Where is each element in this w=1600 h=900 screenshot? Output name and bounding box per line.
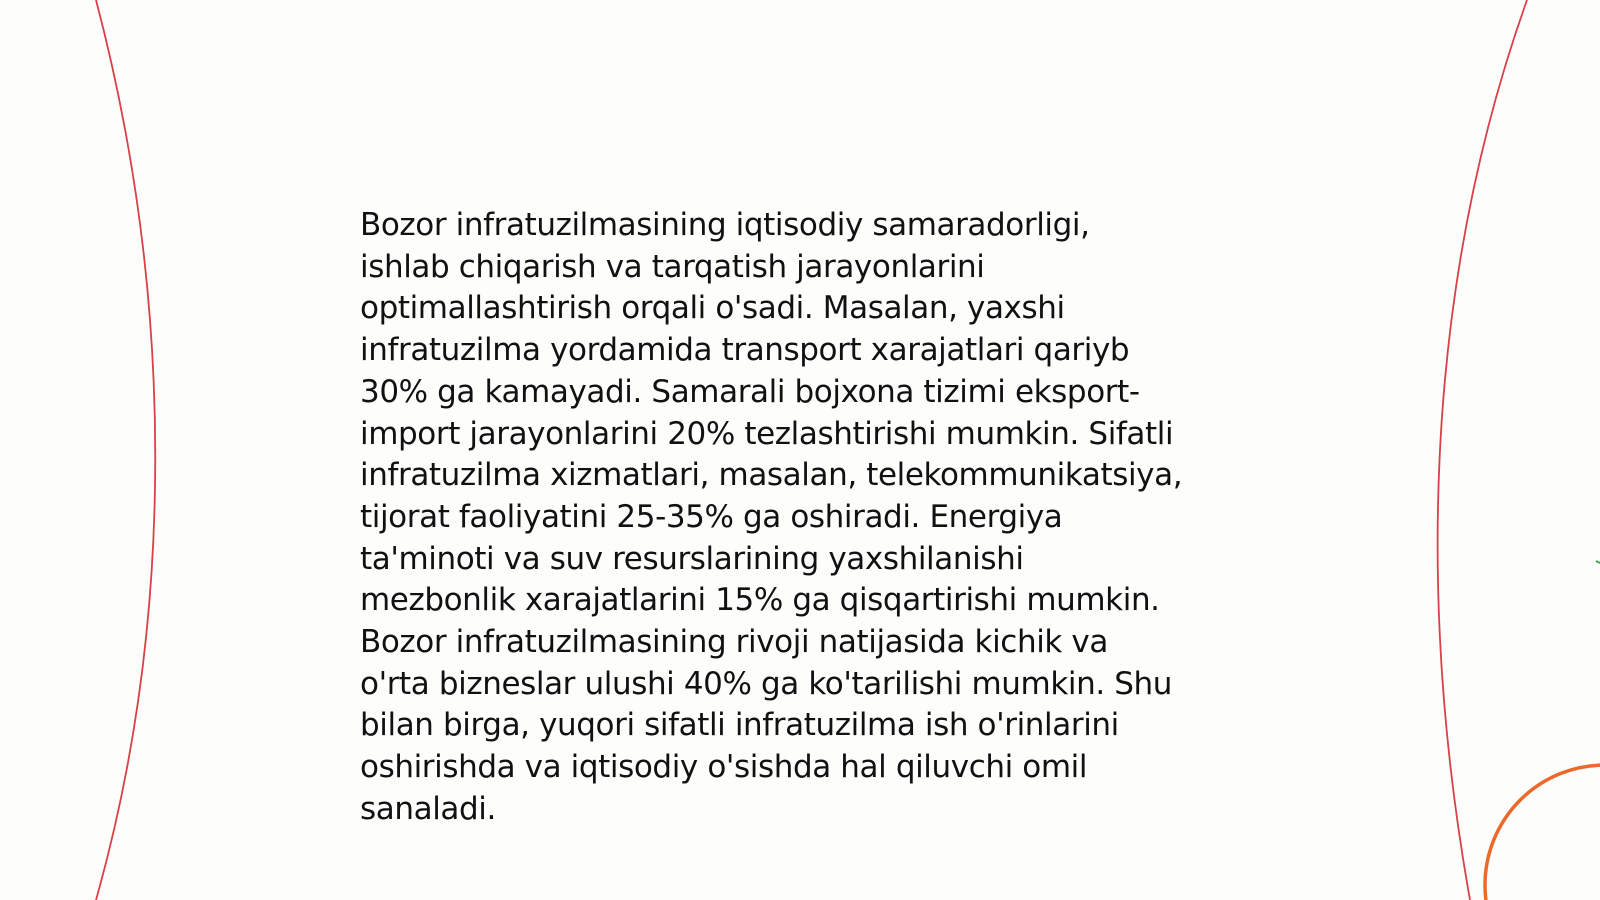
green-accent-mark xyxy=(1596,561,1600,563)
text-line: tijorat faoliyatini 25-35% ga oshiradi. Energiya xyxy=(360,498,1063,535)
left-red-curve xyxy=(96,0,155,900)
text-line: o'rta bizneslar ulushi 40% ga ko'tarilishi mumkin. Shu xyxy=(360,665,1173,702)
text-line: 30% ga kamayadi. Samarali bojxona tizimi eksport- xyxy=(360,373,1140,410)
orange-arc xyxy=(1485,765,1600,900)
text-line: oshirishda va iqtisodiy o'sishda hal qiluvchi omil xyxy=(360,749,1088,786)
body-paragraph xyxy=(360,205,1260,831)
text-line: ishlab chiqarish va tarqatish jarayonlarini xyxy=(360,248,985,285)
text-line: ta'minoti va suv resurslarining yaxshilanishi xyxy=(360,540,1024,577)
text-line: Bozor infratuzilmasining rivoji natijasida kichik va xyxy=(360,624,1108,661)
text-line: Bozor infratuzilmasining iqtisodiy samaradorligi, xyxy=(360,207,1090,243)
text-line: mezbonlik xarajatlarini 15% ga qisqartirishi mumkin. xyxy=(360,582,1160,619)
text-line: infratuzilma yordamida transport xarajatlari qariyb xyxy=(360,332,1130,369)
right-red-curve xyxy=(1438,0,1527,900)
text-line: bilan birga, yuqori sifatli infratuzilma ish o'rinlarini xyxy=(360,707,1119,744)
text-line: optimallashtirish orqali o'sadi. Masalan, yaxshi xyxy=(360,290,1065,327)
text-line: sanaladi. xyxy=(360,790,496,827)
text-line: import jarayonlarini 20% tezlashtirishi mumkin. Sifatli xyxy=(360,415,1174,452)
text-line: infratuzilma xizmatlari, masalan, telekommunikatsiya, xyxy=(360,457,1183,494)
